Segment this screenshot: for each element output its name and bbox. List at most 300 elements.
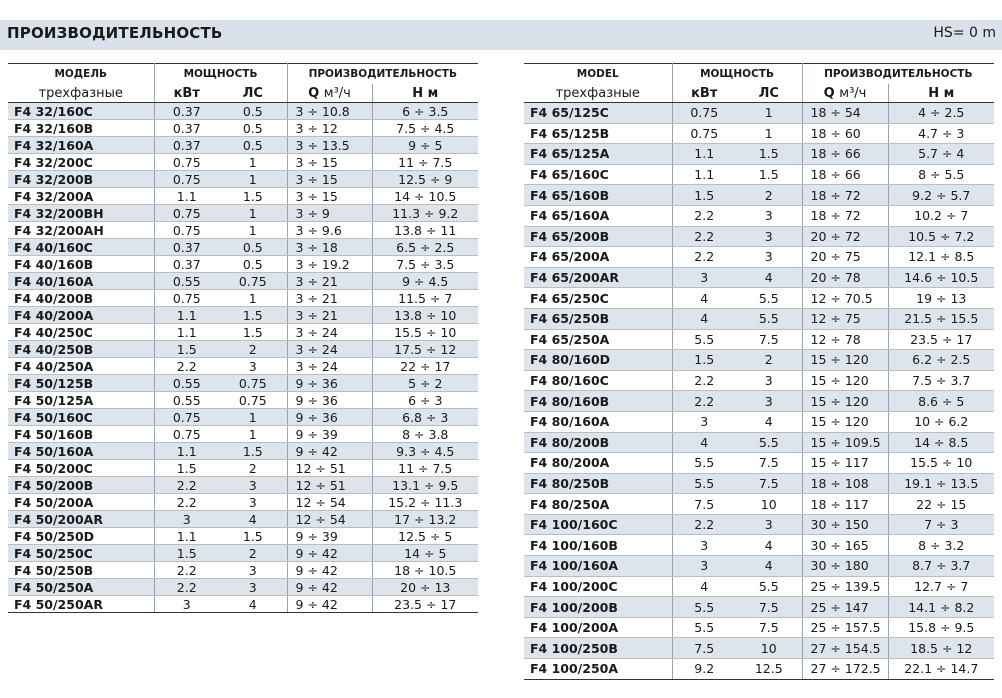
cell-head: 8 ÷ 5.5 bbox=[888, 164, 994, 185]
cell-model: F4 100/160C bbox=[524, 514, 672, 535]
cell-model: F4 40/160A bbox=[8, 273, 154, 290]
table-row bbox=[524, 144, 994, 165]
cell-power-kw: 3 bbox=[154, 511, 219, 528]
cell-head: 12.7 ÷ 7 bbox=[888, 576, 994, 597]
cell-power-hp: 4 bbox=[736, 267, 802, 288]
cell-power-hp: 3 bbox=[736, 514, 802, 535]
cell-model: F4 40/200B bbox=[8, 290, 154, 307]
cell-power-hp: 1.5 bbox=[219, 188, 287, 205]
table-row bbox=[8, 290, 478, 307]
cell-flow: 18 ÷ 60 bbox=[802, 123, 888, 144]
cell-power-hp: 1 bbox=[219, 290, 287, 307]
header-head: Н м bbox=[888, 84, 994, 103]
table-row bbox=[524, 453, 994, 474]
cell-head: 4.7 ÷ 3 bbox=[888, 123, 994, 144]
cell-model: F4 40/250A bbox=[8, 358, 154, 375]
cell-power-hp: 1.5 bbox=[736, 144, 802, 165]
cell-power-hp: 5.5 bbox=[736, 288, 802, 309]
header-flow-q: Q bbox=[823, 85, 835, 101]
cell-head: 7.5 ÷ 3.7 bbox=[888, 370, 994, 391]
cell-model: F4 32/200B bbox=[8, 171, 154, 188]
cell-flow: 3 ÷ 24 bbox=[287, 358, 372, 375]
table-row bbox=[8, 562, 478, 579]
cell-power-hp: 4 bbox=[736, 411, 802, 432]
cell-power-kw: 1.5 bbox=[672, 350, 736, 371]
cell-power-kw: 2.2 bbox=[672, 370, 736, 391]
cell-head: 13.8 ÷ 10 bbox=[372, 307, 478, 324]
cell-flow: 9 ÷ 42 bbox=[287, 562, 372, 579]
cell-power-hp: 7.5 bbox=[736, 473, 802, 494]
cell-power-hp: 0.5 bbox=[219, 103, 287, 120]
cell-power-kw: 7.5 bbox=[672, 494, 736, 515]
cell-flow: 12 ÷ 54 bbox=[287, 511, 372, 528]
cell-flow: 3 ÷ 21 bbox=[287, 273, 372, 290]
cell-flow: 25 ÷ 139.5 bbox=[802, 576, 888, 597]
cell-power-hp: 3 bbox=[736, 370, 802, 391]
cell-model: F4 32/200A bbox=[8, 188, 154, 205]
cell-power-hp: 2 bbox=[736, 350, 802, 371]
cell-head: 15.5 ÷ 10 bbox=[372, 324, 478, 341]
cell-flow: 15 ÷ 120 bbox=[802, 370, 888, 391]
header-flow bbox=[802, 84, 888, 103]
table-row bbox=[524, 329, 994, 350]
cell-power-hp: 4 bbox=[736, 535, 802, 556]
cell-flow: 15 ÷ 109.5 bbox=[802, 432, 888, 453]
header-hp: ЛС bbox=[736, 84, 802, 103]
cell-model: F4 65/200AR bbox=[524, 267, 672, 288]
cell-power-kw: 1.5 bbox=[154, 460, 219, 477]
cell-power-hp: 0.5 bbox=[219, 239, 287, 256]
cell-flow: 25 ÷ 157.5 bbox=[802, 617, 888, 638]
cell-model: F4 100/200B bbox=[524, 597, 672, 618]
cell-model: F4 40/160C bbox=[8, 239, 154, 256]
cell-flow: 3 ÷ 10.8 bbox=[287, 103, 372, 120]
cell-model: F4 32/200AH bbox=[8, 222, 154, 239]
table-row bbox=[524, 247, 994, 268]
cell-power-kw: 0.55 bbox=[154, 273, 219, 290]
cell-power-hp: 7.5 bbox=[736, 597, 802, 618]
cell-model: F4 65/160B bbox=[524, 185, 672, 206]
cell-flow: 3 ÷ 12 bbox=[287, 120, 372, 137]
cell-flow: 25 ÷ 147 bbox=[802, 597, 888, 618]
cell-model: F4 50/160A bbox=[8, 443, 154, 460]
table-row bbox=[8, 426, 478, 443]
table-row bbox=[8, 477, 478, 494]
cell-power-kw: 5.5 bbox=[672, 473, 736, 494]
cell-power-kw: 3 bbox=[154, 596, 219, 613]
header-flow-q: Q bbox=[308, 85, 320, 101]
table-row bbox=[524, 123, 994, 144]
table-row bbox=[8, 409, 478, 426]
cell-model: F4 32/200BH bbox=[8, 205, 154, 222]
cell-power-kw: 2.2 bbox=[154, 579, 219, 596]
cell-model: F4 32/160A bbox=[8, 137, 154, 154]
table-row bbox=[524, 226, 994, 247]
cell-model: F4 40/200A bbox=[8, 307, 154, 324]
cell-head: 9 ÷ 4.5 bbox=[372, 273, 478, 290]
cell-power-kw: 0.75 bbox=[154, 426, 219, 443]
cell-head: 8 ÷ 3.8 bbox=[372, 426, 478, 443]
cell-power-kw: 4 bbox=[672, 288, 736, 309]
cell-power-hp: 1 bbox=[736, 123, 802, 144]
cell-power-kw: 0.75 bbox=[154, 205, 219, 222]
cell-model: F4 100/160A bbox=[524, 556, 672, 577]
table-row bbox=[8, 358, 478, 375]
cell-model: F4 50/160B bbox=[8, 426, 154, 443]
cell-power-hp: 3 bbox=[736, 205, 802, 226]
table-row bbox=[8, 341, 478, 358]
cell-power-kw: 7.5 bbox=[672, 638, 736, 659]
cell-power-hp: 3 bbox=[736, 226, 802, 247]
table-row bbox=[8, 171, 478, 188]
cell-model: F4 50/200A bbox=[8, 494, 154, 511]
cell-head: 21.5 ÷ 15.5 bbox=[888, 308, 994, 329]
cell-model: F4 80/200B bbox=[524, 432, 672, 453]
cell-flow: 18 ÷ 66 bbox=[802, 164, 888, 185]
cell-head: 12.5 ÷ 5 bbox=[372, 528, 478, 545]
cell-power-hp: 4 bbox=[219, 596, 287, 613]
cell-model: F4 65/160A bbox=[524, 205, 672, 226]
table-row bbox=[524, 391, 994, 412]
cell-model: F4 32/160B bbox=[8, 120, 154, 137]
cell-power-hp: 1 bbox=[219, 222, 287, 239]
cell-flow: 3 ÷ 15 bbox=[287, 154, 372, 171]
cell-flow: 3 ÷ 19.2 bbox=[287, 256, 372, 273]
cell-model: F4 80/160A bbox=[524, 411, 672, 432]
cell-head: 10.5 ÷ 7.2 bbox=[888, 226, 994, 247]
cell-power-hp: 3 bbox=[736, 247, 802, 268]
cell-power-kw: 0.55 bbox=[154, 392, 219, 409]
cell-power-kw: 1.5 bbox=[672, 185, 736, 206]
cell-power-kw: 2.2 bbox=[672, 514, 736, 535]
cell-model: F4 32/160C bbox=[8, 103, 154, 120]
cell-head: 4 ÷ 2.5 bbox=[888, 103, 994, 124]
cell-flow: 15 ÷ 120 bbox=[802, 350, 888, 371]
cell-power-hp: 7.5 bbox=[736, 453, 802, 474]
cell-flow: 3 ÷ 24 bbox=[287, 324, 372, 341]
cell-power-kw: 1.1 bbox=[154, 528, 219, 545]
cell-power-hp: 3 bbox=[219, 562, 287, 579]
cell-power-kw: 1.1 bbox=[672, 144, 736, 165]
cell-power-hp: 3 bbox=[219, 494, 287, 511]
table-row bbox=[8, 596, 478, 613]
table-row bbox=[524, 288, 994, 309]
cell-head: 22.1 ÷ 14.7 bbox=[888, 659, 994, 680]
cell-power-hp: 1 bbox=[219, 171, 287, 188]
cell-head: 6.8 ÷ 3 bbox=[372, 409, 478, 426]
performance-table-left bbox=[8, 63, 478, 613]
cell-power-kw: 4 bbox=[672, 432, 736, 453]
cell-model: F4 100/250B bbox=[524, 638, 672, 659]
cell-flow: 3 ÷ 21 bbox=[287, 307, 372, 324]
table-row bbox=[8, 443, 478, 460]
cell-power-kw: 0.75 bbox=[154, 171, 219, 188]
cell-power-kw: 0.37 bbox=[154, 120, 219, 137]
cell-flow: 15 ÷ 120 bbox=[802, 391, 888, 412]
cell-power-hp: 3 bbox=[219, 579, 287, 596]
cell-flow: 9 ÷ 42 bbox=[287, 443, 372, 460]
cell-flow: 3 ÷ 15 bbox=[287, 188, 372, 205]
cell-power-hp: 0.75 bbox=[219, 375, 287, 392]
cell-model: F4 65/250A bbox=[524, 329, 672, 350]
cell-head: 18.5 ÷ 12 bbox=[888, 638, 994, 659]
cell-flow: 18 ÷ 66 bbox=[802, 144, 888, 165]
cell-flow: 9 ÷ 42 bbox=[287, 545, 372, 562]
cell-model: F4 50/200B bbox=[8, 477, 154, 494]
cell-flow: 3 ÷ 24 bbox=[287, 341, 372, 358]
cell-power-hp: 0.5 bbox=[219, 256, 287, 273]
cell-power-kw: 0.37 bbox=[154, 256, 219, 273]
table-row bbox=[524, 308, 994, 329]
table-row bbox=[524, 514, 994, 535]
cell-power-hp: 1 bbox=[736, 103, 802, 124]
cell-head: 13.8 ÷ 11 bbox=[372, 222, 478, 239]
table-row bbox=[524, 185, 994, 206]
cell-head: 7.5 ÷ 4.5 bbox=[372, 120, 478, 137]
table-row bbox=[524, 535, 994, 556]
cell-power-kw: 1.5 bbox=[154, 341, 219, 358]
cell-flow: 12 ÷ 51 bbox=[287, 477, 372, 494]
cell-flow: 15 ÷ 117 bbox=[802, 453, 888, 474]
cell-head: 11 ÷ 7.5 bbox=[372, 154, 478, 171]
cell-head: 18 ÷ 10.5 bbox=[372, 562, 478, 579]
cell-head: 10 ÷ 6.2 bbox=[888, 411, 994, 432]
cell-power-hp: 5.5 bbox=[736, 576, 802, 597]
cell-flow: 9 ÷ 39 bbox=[287, 528, 372, 545]
table-row bbox=[524, 473, 994, 494]
table-row bbox=[8, 511, 478, 528]
cell-model: F4 40/250C bbox=[8, 324, 154, 341]
table-row bbox=[8, 273, 478, 290]
cell-model: F4 65/125C bbox=[524, 103, 672, 124]
cell-flow: 12 ÷ 75 bbox=[802, 308, 888, 329]
table-row bbox=[524, 350, 994, 371]
cell-flow: 3 ÷ 9.6 bbox=[287, 222, 372, 239]
cell-head: 23.5 ÷ 17 bbox=[888, 329, 994, 350]
table-row bbox=[8, 528, 478, 545]
table-row bbox=[8, 307, 478, 324]
cell-flow: 3 ÷ 13.5 bbox=[287, 137, 372, 154]
cell-flow: 27 ÷ 172.5 bbox=[802, 659, 888, 680]
cell-power-kw: 2.2 bbox=[154, 477, 219, 494]
cell-power-hp: 1.5 bbox=[219, 528, 287, 545]
cell-power-hp: 0.75 bbox=[219, 392, 287, 409]
cell-flow: 20 ÷ 72 bbox=[802, 226, 888, 247]
cell-flow: 9 ÷ 36 bbox=[287, 392, 372, 409]
cell-power-kw: 1.5 bbox=[154, 545, 219, 562]
cell-flow: 3 ÷ 18 bbox=[287, 239, 372, 256]
cell-power-kw: 3 bbox=[672, 267, 736, 288]
cell-flow: 9 ÷ 39 bbox=[287, 426, 372, 443]
cell-power-kw: 3 bbox=[672, 411, 736, 432]
cell-model: F4 80/160D bbox=[524, 350, 672, 371]
cell-power-kw: 0.75 bbox=[154, 290, 219, 307]
cell-head: 10.2 ÷ 7 bbox=[888, 205, 994, 226]
cell-power-hp: 1.5 bbox=[219, 324, 287, 341]
header-performance: ПРОИЗВОДИТЕЛЬНОСТЬ bbox=[824, 68, 973, 80]
cell-model: F4 65/160C bbox=[524, 164, 672, 185]
table-row bbox=[524, 432, 994, 453]
cell-head: 14 ÷ 8.5 bbox=[888, 432, 994, 453]
cell-power-hp: 0.5 bbox=[219, 120, 287, 137]
cell-head: 14.6 ÷ 10.5 bbox=[888, 267, 994, 288]
cell-head: 14 ÷ 5 bbox=[372, 545, 478, 562]
cell-model: F4 50/250AR bbox=[8, 596, 154, 613]
cell-power-kw: 9.2 bbox=[672, 659, 736, 680]
table-row bbox=[524, 205, 994, 226]
table-row bbox=[8, 137, 478, 154]
cell-flow: 9 ÷ 36 bbox=[287, 375, 372, 392]
cell-head: 9.3 ÷ 4.5 bbox=[372, 443, 478, 460]
cell-flow: 9 ÷ 42 bbox=[287, 579, 372, 596]
header-performance: ПРОИЗВОДИТЕЛЬНОСТЬ bbox=[308, 68, 457, 80]
table-row bbox=[524, 164, 994, 185]
cell-flow: 9 ÷ 42 bbox=[287, 596, 372, 613]
cell-flow: 18 ÷ 117 bbox=[802, 494, 888, 515]
cell-power-kw: 2.2 bbox=[154, 358, 219, 375]
table-row bbox=[524, 556, 994, 577]
table-row bbox=[8, 460, 478, 477]
table-row bbox=[8, 239, 478, 256]
cell-power-kw: 0.37 bbox=[154, 137, 219, 154]
cell-head: 15.5 ÷ 10 bbox=[888, 453, 994, 474]
cell-head: 5 ÷ 2 bbox=[372, 375, 478, 392]
cell-power-hp: 12.5 bbox=[736, 659, 802, 680]
table-row bbox=[8, 375, 478, 392]
cell-model: F4 100/160B bbox=[524, 535, 672, 556]
table-row bbox=[8, 222, 478, 239]
table-row bbox=[524, 638, 994, 659]
cell-power-hp: 7.5 bbox=[736, 329, 802, 350]
cell-model: F4 65/200A bbox=[524, 247, 672, 268]
cell-head: 5.7 ÷ 4 bbox=[888, 144, 994, 165]
cell-power-hp: 0.5 bbox=[219, 137, 287, 154]
cell-head: 9.2 ÷ 5.7 bbox=[888, 185, 994, 206]
cell-head: 11 ÷ 7.5 bbox=[372, 460, 478, 477]
cell-power-kw: 1.1 bbox=[154, 324, 219, 341]
cell-model: F4 50/250B bbox=[8, 562, 154, 579]
cell-flow: 12 ÷ 51 bbox=[287, 460, 372, 477]
header-model: МОДЕЛЬ bbox=[8, 64, 154, 85]
header-kw: кВт bbox=[154, 84, 219, 103]
table-row bbox=[8, 256, 478, 273]
cell-head: 7.5 ÷ 3.5 bbox=[372, 256, 478, 273]
cell-flow: 18 ÷ 54 bbox=[802, 103, 888, 124]
table-row bbox=[8, 188, 478, 205]
cell-flow: 3 ÷ 9 bbox=[287, 205, 372, 222]
cell-head: 11.5 ÷ 7 bbox=[372, 290, 478, 307]
cell-flow: 18 ÷ 72 bbox=[802, 205, 888, 226]
cell-power-kw: 2.2 bbox=[154, 494, 219, 511]
table-row bbox=[8, 120, 478, 137]
cell-model: F4 80/200A bbox=[524, 453, 672, 474]
cell-flow: 27 ÷ 154.5 bbox=[802, 638, 888, 659]
cell-power-hp: 0.75 bbox=[219, 273, 287, 290]
cell-flow: 9 ÷ 36 bbox=[287, 409, 372, 426]
cell-power-kw: 2.2 bbox=[672, 205, 736, 226]
cell-power-hp: 1.5 bbox=[736, 164, 802, 185]
suction-height-label: HS= 0 m bbox=[933, 25, 996, 41]
cell-head: 6.5 ÷ 2.5 bbox=[372, 239, 478, 256]
header-flow bbox=[287, 84, 372, 103]
table-row bbox=[8, 494, 478, 511]
cell-power-kw: 1.1 bbox=[154, 443, 219, 460]
cell-power-hp: 2 bbox=[736, 185, 802, 206]
cell-head: 7 ÷ 3 bbox=[888, 514, 994, 535]
cell-model: F4 32/200C bbox=[8, 154, 154, 171]
table-row bbox=[8, 154, 478, 171]
page-title: ПРОИЗВОДИТЕЛЬНОСТЬ bbox=[7, 24, 223, 42]
cell-power-kw: 0.75 bbox=[154, 154, 219, 171]
cell-model: F4 50/250D bbox=[8, 528, 154, 545]
cell-head: 6 ÷ 3.5 bbox=[372, 103, 478, 120]
cell-power-hp: 1 bbox=[219, 409, 287, 426]
cell-head: 6 ÷ 3 bbox=[372, 392, 478, 409]
header-model-sub: трехфазные bbox=[524, 84, 672, 103]
cell-flow: 20 ÷ 75 bbox=[802, 247, 888, 268]
table-row bbox=[524, 411, 994, 432]
table-row bbox=[8, 324, 478, 341]
cell-power-hp: 3 bbox=[736, 391, 802, 412]
cell-power-hp: 3 bbox=[219, 477, 287, 494]
cell-head: 8 ÷ 3.2 bbox=[888, 535, 994, 556]
cell-power-hp: 1 bbox=[219, 154, 287, 171]
header-hp: ЛС bbox=[219, 84, 287, 103]
header-flow-unit: м³/ч bbox=[839, 85, 867, 101]
table-row bbox=[524, 617, 994, 638]
cell-flow: 3 ÷ 21 bbox=[287, 290, 372, 307]
cell-power-hp: 2 bbox=[219, 545, 287, 562]
cell-model: F4 50/160C bbox=[8, 409, 154, 426]
cell-head: 12.5 ÷ 9 bbox=[372, 171, 478, 188]
cell-power-kw: 0.75 bbox=[154, 409, 219, 426]
cell-flow: 12 ÷ 70.5 bbox=[802, 288, 888, 309]
cell-power-hp: 2 bbox=[219, 460, 287, 477]
cell-power-kw: 4 bbox=[672, 308, 736, 329]
cell-power-hp: 1.5 bbox=[219, 307, 287, 324]
cell-power-hp: 3 bbox=[219, 358, 287, 375]
cell-model: F4 65/125A bbox=[524, 144, 672, 165]
cell-power-kw: 0.75 bbox=[672, 123, 736, 144]
cell-model: F4 50/200C bbox=[8, 460, 154, 477]
table-row bbox=[8, 103, 478, 120]
cell-power-kw: 2.2 bbox=[154, 562, 219, 579]
cell-head: 17.5 ÷ 12 bbox=[372, 341, 478, 358]
cell-power-kw: 5.5 bbox=[672, 597, 736, 618]
cell-power-kw: 3 bbox=[672, 556, 736, 577]
cell-power-hp: 2 bbox=[219, 341, 287, 358]
cell-model: F4 65/200B bbox=[524, 226, 672, 247]
table-row bbox=[8, 545, 478, 562]
cell-head: 20 ÷ 13 bbox=[372, 579, 478, 596]
cell-power-kw: 0.37 bbox=[154, 103, 219, 120]
table-row bbox=[524, 576, 994, 597]
cell-model: F4 65/250B bbox=[524, 308, 672, 329]
header-model: MODEL bbox=[524, 64, 672, 85]
table-row bbox=[8, 392, 478, 409]
cell-head: 12.1 ÷ 8.5 bbox=[888, 247, 994, 268]
cell-power-hp: 4 bbox=[736, 556, 802, 577]
cell-model: F4 50/250C bbox=[8, 545, 154, 562]
cell-flow: 30 ÷ 165 bbox=[802, 535, 888, 556]
cell-head: 14 ÷ 10.5 bbox=[372, 188, 478, 205]
header-power: МОЩНОСТЬ bbox=[154, 64, 287, 85]
cell-model: F4 100/200A bbox=[524, 617, 672, 638]
table-row bbox=[524, 267, 994, 288]
header-head: Н м bbox=[372, 84, 478, 103]
table-row bbox=[524, 597, 994, 618]
cell-flow: 12 ÷ 54 bbox=[287, 494, 372, 511]
